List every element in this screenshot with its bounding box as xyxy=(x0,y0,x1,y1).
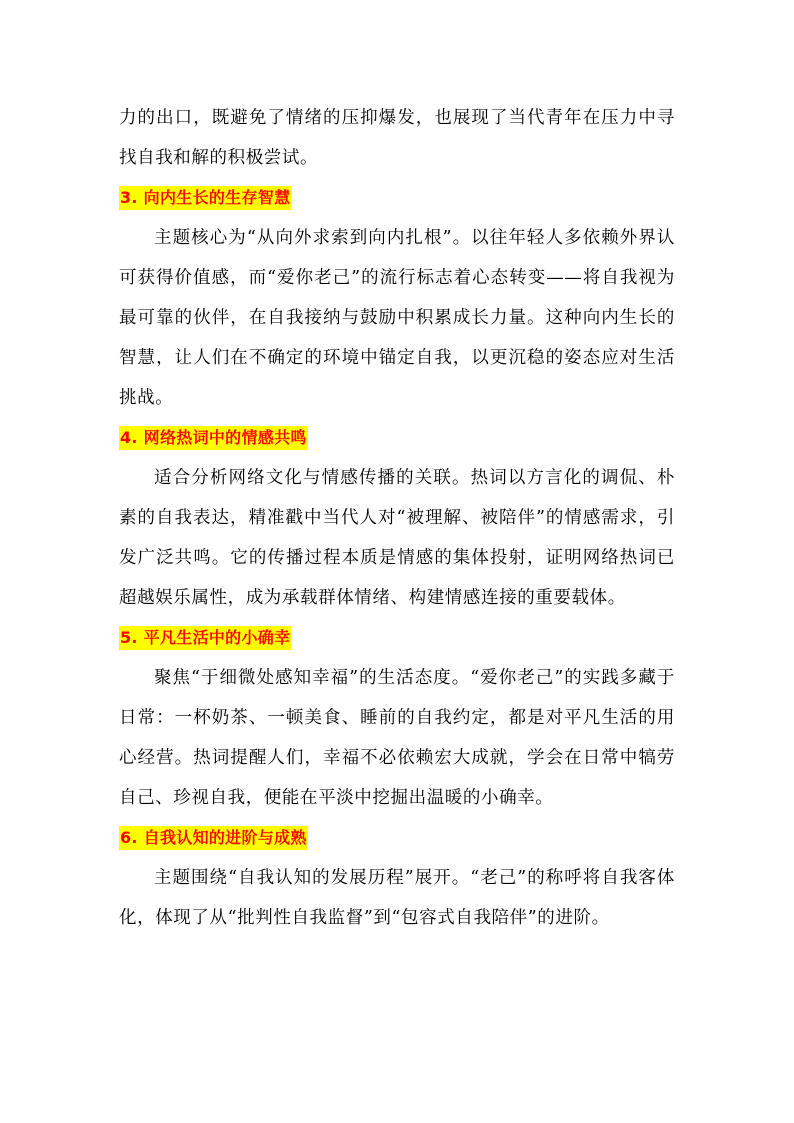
section-4-heading-row xyxy=(119,418,675,458)
section-6-paragraph: 主题围绕“自我认知的发展历程”展开。“老己”的称呼将自我客体化，体现了从“批判性自我监督”到“包容式自我陪伴”的进阶。 xyxy=(119,868,675,928)
document-body xyxy=(119,98,675,938)
section-5-heading: 5. 平凡生活中的小确幸 xyxy=(119,626,291,650)
section-5-heading-row xyxy=(119,618,675,658)
section-3-paragraph: 主题核心为“从向外求索到向内扎根”。以往年轻人多依赖外界认可获得价值感，而“爱你老己”的流行标志着心态转变——将自我视为最可靠的伙伴，在自我接纳与鼓励中积累成长力量。这种向内生长的智慧，让人们在不确定的环境中锚定自我，以更沉稳的姿态应对生活挑战。 xyxy=(119,228,675,408)
intro-continuation-paragraph: 力的出口，既避免了情绪的压抑爆发，也展现了当代青年在压力中寻找自我和解的积极尝试。 xyxy=(119,108,675,168)
section-4-paragraph: 适合分析网络文化与情感传播的关联。热词以方言化的调侃、朴素的自我表达，精准戳中当代人对“被理解、被陪伴”的情感需求，引发广泛共鸣。它的传播过程本质是情感的集体投射，证明网络热词已超越娱乐属性，成为承载群体情绪、构建情感连接的重要载体。 xyxy=(119,468,675,608)
section-3-heading: 3. 向内生长的生存智慧 xyxy=(119,186,291,210)
section-6-heading-row xyxy=(119,818,675,858)
section-5-paragraph: 聚焦“于细微处感知幸福”的生活态度。“爱你老己”的实践多藏于日常：一杯奶茶、一顿美食、睡前的自我约定，都是对平凡生活的用心经营。热词提醒人们，幸福不必依赖宏大成就，学会在日常中犒劳自己、珍视自我，便能在平淡中挖掘出温暖的小确幸。 xyxy=(119,668,675,808)
section-4-heading: 4. 网络热词中的情感共鸣 xyxy=(119,426,308,450)
section-3-heading-row xyxy=(119,178,675,218)
section-6-heading: 6. 自我认知的进阶与成熟 xyxy=(119,826,308,850)
